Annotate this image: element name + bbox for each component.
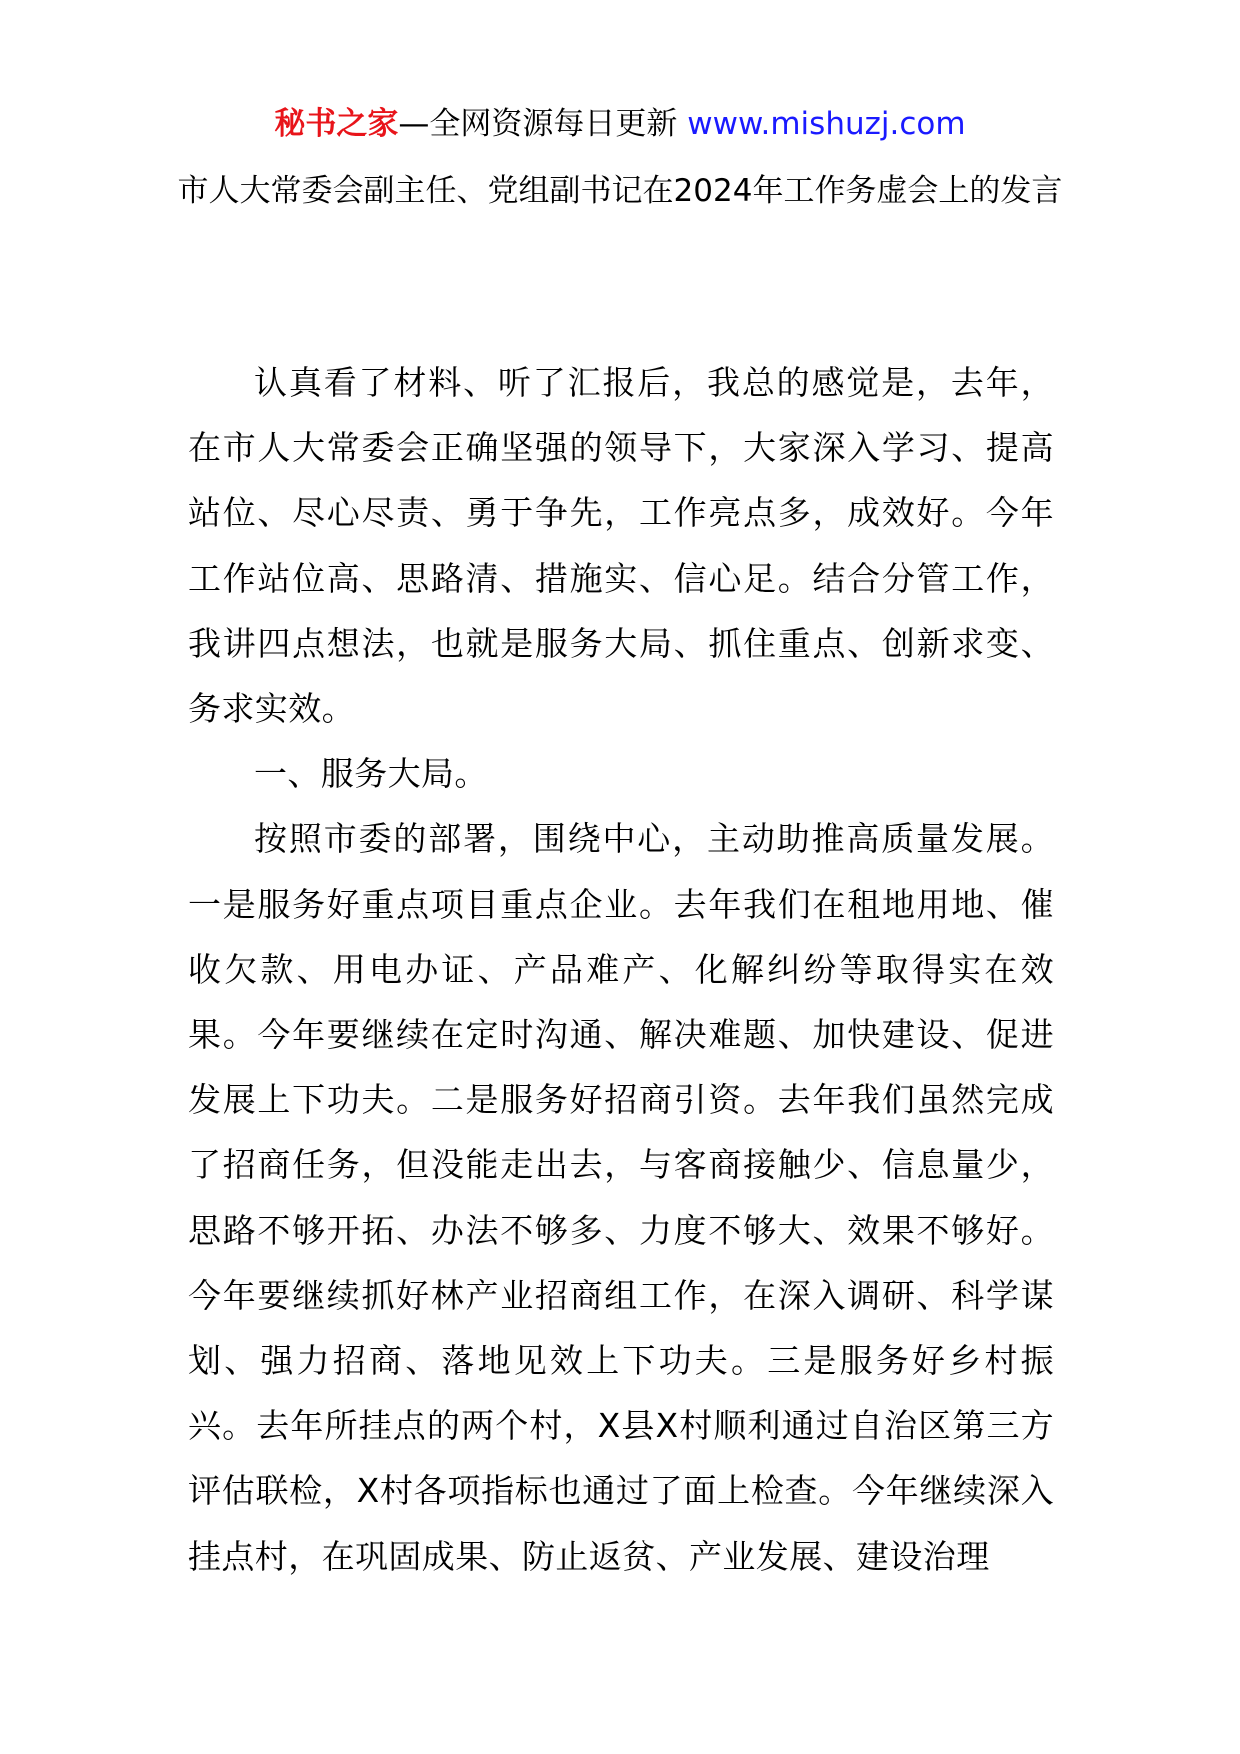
section-heading-1: 一、服务大局。	[254, 754, 488, 794]
document-title: 市人大常委会副主任、党组副书记在2024年工作务虚会上的发言	[177, 173, 1063, 209]
paragraph-intro: 认真看了材料、听了汇报后，我总的感觉是，去年，在市人大常委会正确坚强的领导下，大家深入学习、提高站位、尽心尽责、勇于争先，工作亮点多，成效好。今年工作站位高、思路清、措施实、信心足。结合分管工作，我讲四点想法，也就是服务大局、抓住重点、创新求变、务求实效。	[188, 363, 1054, 729]
site-header	[0, 100, 1240, 148]
site-url-link[interactable]: www.mishuzj.com	[687, 106, 966, 142]
site-tagline: —全网资源每日更新	[398, 106, 678, 142]
paragraph-section-1: 按照市委的部署，围绕中心，主动助推高质量发展。一是服务好重点项目重点企业。去年我们在租地用地、催收欠款、用电办证、产品难产、化解纠纷等取得实在效果。今年要继续在定时沟通、解决难题、加快建设、促进发展上下功夫。二是服务好招商引资。去年我们虽然完成了招商任务，但没能走出去，与客商接触少、信息量少，思路不够开拓、办法不够多、力度不够大、效果不够好。今年要继续抓好林产业招商组工作，在深入调研、科学谋划、强力招商、落地见效上下功夫。三是服务好乡村振兴。去年所挂点的两个村，X县X村顺利通过自治区第三方评估联检，X村各项指标也通过了面上检查。今年继续深入挂点村，在巩固成果、防止返贫、产业发展、建设治理	[188, 819, 1054, 1576]
document-body	[188, 350, 1054, 1589]
site-brand: 秘书之家	[274, 106, 399, 142]
